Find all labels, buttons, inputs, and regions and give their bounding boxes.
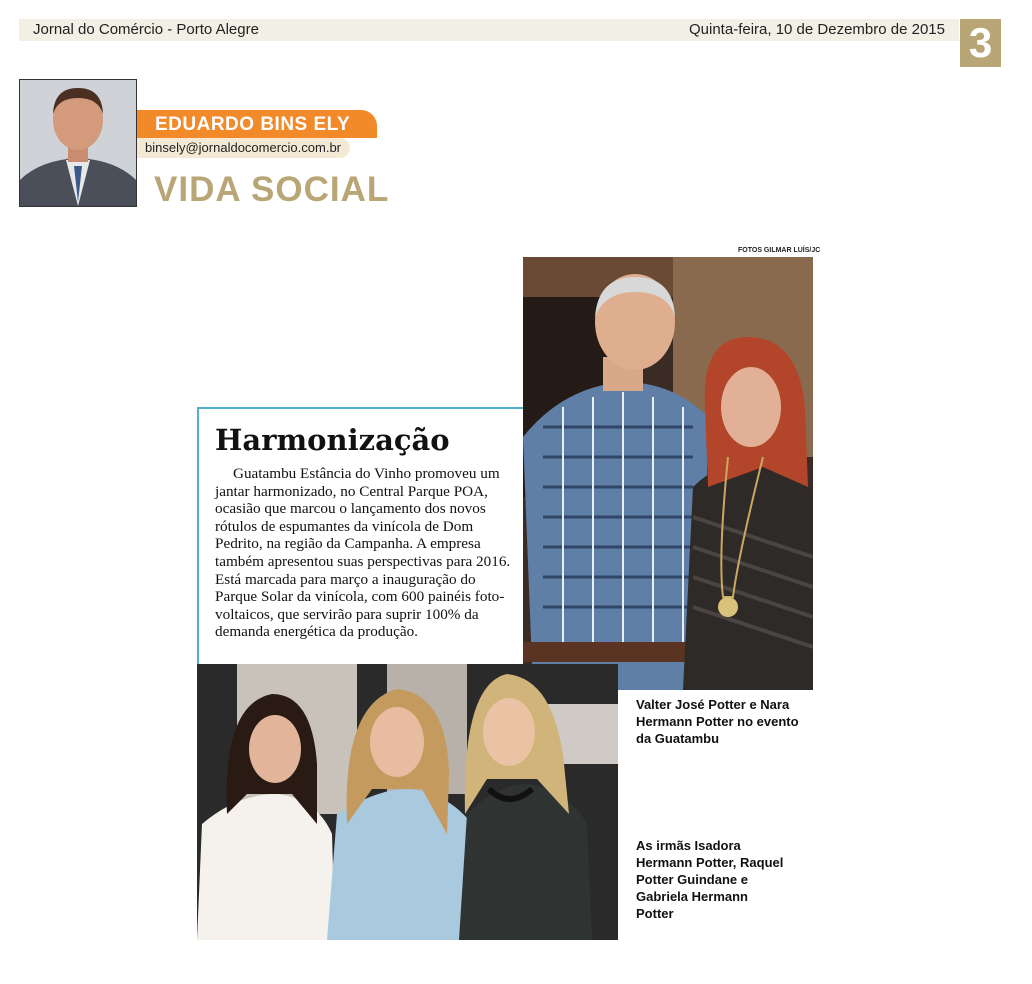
- article-body: Guatambu Estância do Vinho promoveu um jantar harmonizado, no Central Parque POA, ocasião que marcou o lançamento dos novos rótulos de espumantes da vinícola de Dom Pedrito, na região da Campanha. A empresa também apresentou suas perspectivas para 2016. Está marcada para março a inauguração do Parque Solar da vinícola, com 600 painéis foto-voltaicos, que servirão para suprir 100% da demanda energética da produção.: [215, 465, 511, 641]
- columnist-name: EDUARDO BINS ELY: [155, 114, 351, 135]
- sisters-photo-caption: As irmãs Isadora Hermann Potter, Raquel Potter Guindane e Gabriela Hermann Potter: [636, 838, 784, 921]
- publication-date: Quinta-feira, 10 de Dezembro de 2015: [689, 21, 945, 38]
- page-number: 3: [960, 19, 1001, 67]
- columnist-name-tab: [137, 110, 377, 138]
- columnist-email-tab: [137, 138, 350, 158]
- page-header-bar: [19, 19, 959, 41]
- couple-photo: [523, 257, 813, 690]
- article-title: Harmonização: [215, 423, 450, 457]
- publication-name: Jornal do Comércio - Porto Alegre: [33, 21, 259, 38]
- couple-photo-caption: Valter José Potter e Nara Hermann Potter no evento da Guatambu: [636, 697, 799, 746]
- column-title: VIDA SOCIAL: [154, 170, 390, 209]
- photo-credit: FOTOS GILMAR LUÍS/JC: [738, 247, 821, 254]
- columnist-portrait: [19, 79, 137, 207]
- article-box: [197, 407, 523, 664]
- sisters-photo: [197, 664, 618, 940]
- columnist-email: binsely@jornaldocomercio.com.br: [145, 140, 341, 155]
